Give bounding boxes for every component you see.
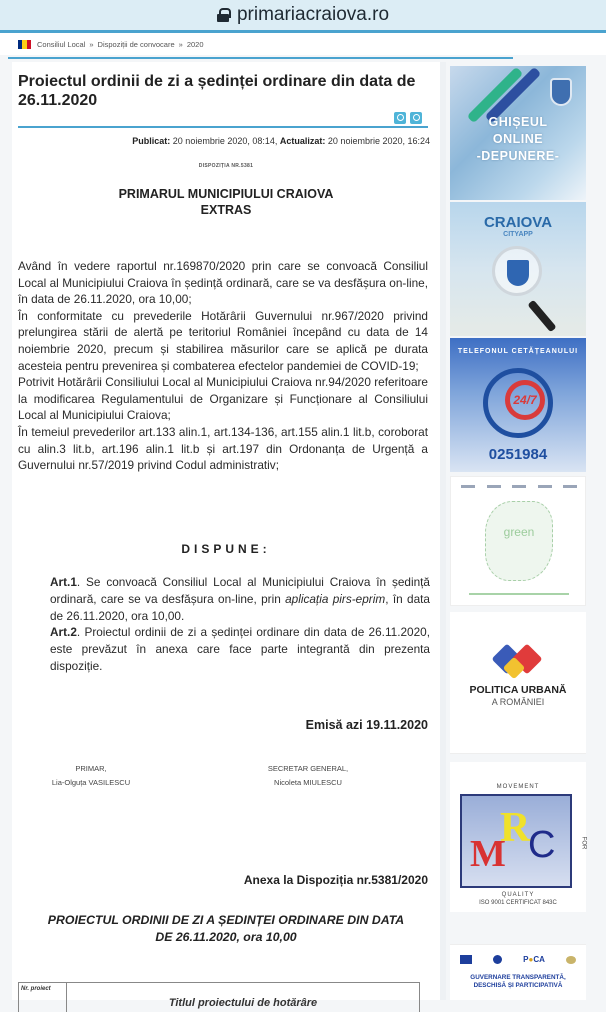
banner-line: ONLINE bbox=[492, 132, 544, 146]
published-label: Publicat: bbox=[132, 136, 171, 146]
iso-certificate: ISO 9001 CERTIFICAT 843C bbox=[479, 900, 557, 906]
funding-logos bbox=[460, 955, 576, 964]
breadcrumb-year[interactable]: 2020 bbox=[186, 39, 204, 49]
banner-guvernare-transparenta[interactable] bbox=[450, 944, 586, 1000]
magnifier-handle bbox=[527, 300, 556, 333]
document-heading bbox=[12, 186, 440, 218]
banner-subtitle: A ROMÂNIEI bbox=[491, 697, 545, 707]
preamble bbox=[18, 258, 428, 474]
logo-letter-c: C bbox=[528, 824, 556, 866]
government-emblem-icon bbox=[493, 955, 502, 964]
banner-line: DESCHISĂ ȘI PARTICIPATIVĂ bbox=[473, 982, 563, 989]
article-content bbox=[12, 62, 440, 1009]
dispune-heading: DISPUNE: bbox=[181, 542, 271, 556]
content-edge bbox=[440, 62, 446, 1000]
breadcrumb-dispozitii[interactable]: Dispoziții de convocare bbox=[97, 39, 175, 49]
table-header-title: Titlul proiectului de hotărâre bbox=[168, 997, 318, 1009]
heading-line-2: EXTRAS bbox=[200, 203, 252, 217]
craiova-crest-icon bbox=[550, 78, 572, 106]
partner-logos bbox=[461, 485, 577, 489]
breadcrumb-consiliul-local[interactable]: Consiliul Local bbox=[37, 39, 86, 49]
agenda-title-line-1: PROIECTUL ORDINII DE ZI A ȘEDINȚEI ORDINARE DIN DATA bbox=[47, 913, 405, 927]
banner-arc-text: TELEFONUL CETĂȚEANULUI bbox=[457, 348, 579, 355]
table-header-nr: Nr. proiect bbox=[19, 983, 67, 1012]
partner-emblem-icon bbox=[566, 956, 576, 964]
banner-ghiseul-online[interactable] bbox=[450, 66, 586, 200]
dispozitia-number: DISPOZIȚIA NR.5381 bbox=[198, 163, 254, 169]
romania-flag-icon bbox=[18, 40, 31, 49]
signature-mayor bbox=[36, 762, 146, 790]
secretary-name: Nicoleta MIULESCU bbox=[274, 778, 342, 787]
logo-letter-m: M bbox=[470, 833, 506, 875]
breadcrumb bbox=[0, 33, 606, 55]
banner-subtitle: CITYAPP bbox=[503, 231, 533, 238]
banner-text bbox=[450, 114, 586, 165]
title-divider bbox=[18, 126, 428, 128]
breadcrumb-divider bbox=[8, 57, 513, 59]
agenda-title-line-2: DE 26.11.2020, ora 10,00 bbox=[155, 930, 297, 944]
updated-date: 20 noiembrie 2020, 16:24 bbox=[327, 136, 430, 146]
banner-telefonul-cetateanului[interactable] bbox=[450, 338, 586, 472]
poca-logo: P●CA bbox=[523, 955, 545, 964]
paragraph: Având în vedere raportul nr.169870/2020 prin care se convoacă Consiliul Local al Municipiului Craiova în ședință ordinară, care se va desfășura on-line, în data de 26.11.2020, ora 10,00; bbox=[18, 259, 428, 307]
published-date: 20 noiembrie 2020, 08:14, bbox=[172, 136, 278, 146]
banner-top-text: MOVEMENT bbox=[496, 784, 540, 790]
banner-text bbox=[450, 974, 586, 990]
county-map-icon bbox=[485, 501, 553, 581]
article-1-label: Art.1 bbox=[50, 575, 77, 589]
breadcrumb-separator: » bbox=[178, 39, 183, 49]
quality-label: QUALITY bbox=[501, 892, 535, 898]
mayor-name: Lia-Olguța VASILESCU bbox=[51, 778, 131, 787]
banner-line: -DEPUNERE- bbox=[476, 149, 560, 163]
banner-caption bbox=[469, 593, 569, 595]
banner-green-map[interactable] bbox=[450, 476, 586, 606]
mayor-role: PRIMAR, bbox=[75, 764, 107, 773]
banner-craiova-city-app[interactable] bbox=[450, 202, 586, 336]
address-bar[interactable] bbox=[0, 0, 606, 30]
heading-line-1: PRIMARUL MUNICIPIULUI CRAIOVA bbox=[118, 187, 334, 201]
paragraph: Potrivit Hotărârii Consiliului Local al Municipiului Craiova nr.94/2020 referitoare la modificarea Regulamentului de Organizare și Funcționare al Consiliului Local al Municipiului Craiova; bbox=[18, 375, 428, 423]
banner-mrc-iso[interactable] bbox=[450, 762, 586, 912]
url-text: primariacraiova.ro bbox=[236, 4, 390, 25]
banner-word: green bbox=[503, 525, 535, 539]
signature-secretary bbox=[248, 762, 368, 790]
paragraph: În temeiul prevederilor art.133 alin.1, art.134-136, art.155 alin.1 lit.b, coroborat cu alin.3 lit.b, art.196 alin.1 lit.b și art.197 din Ordonanța de Urgență a Guvernului nr.57/2019 privind Codul administrativ; bbox=[18, 424, 428, 473]
publish-meta bbox=[132, 136, 430, 146]
banner-politica-urbana[interactable] bbox=[450, 612, 586, 754]
article-1-text-italic: aplicația pirs-eprim bbox=[285, 591, 386, 606]
text-zoom-controls bbox=[394, 112, 422, 124]
lock-icon bbox=[217, 8, 229, 22]
zoom-in-icon[interactable] bbox=[394, 112, 406, 124]
banner-title: POLITICA URBANĂ bbox=[469, 684, 567, 696]
badge-24-7: 24/7 bbox=[513, 393, 537, 407]
phone-number: 0251984 bbox=[488, 446, 548, 463]
banner-line: GUVERNARE TRANSPARENTĂ, bbox=[470, 974, 566, 981]
logo-letter-r: R bbox=[500, 805, 531, 851]
banner-right-text: FOR bbox=[580, 836, 587, 850]
eu-flag-icon bbox=[460, 955, 472, 964]
zoom-out-icon[interactable] bbox=[410, 112, 422, 124]
article-2-label: Art.2 bbox=[50, 625, 77, 640]
article-2 bbox=[50, 624, 430, 674]
breadcrumb-separator: » bbox=[89, 39, 94, 49]
agenda-table bbox=[18, 982, 420, 1012]
article-1-text-a: . Se convoacă Consiliul Local al Municipiului Craiova în ședință ordinară, care se va desfășura on-line, prin bbox=[50, 575, 430, 606]
banner-title: CRAIOVA bbox=[483, 214, 553, 231]
updated-label: Actualizat: bbox=[279, 136, 326, 146]
articles bbox=[50, 574, 430, 675]
article-1-text-b: , în data de 26.11.2020, ora 10,00. bbox=[50, 591, 430, 623]
annex-heading: Anexa la Dispoziția nr.5381/2020 bbox=[243, 873, 428, 887]
article-2-text: . Proiectul ordinii de zi a ședinței ordinare din data de 26.11.2020, este prevăzut în anexa care face parte integrantă din prezenta dispoziție. bbox=[50, 625, 430, 673]
craiova-crest-icon bbox=[507, 260, 529, 286]
agenda-title bbox=[12, 912, 440, 946]
banner-line: GHIȘEUL bbox=[488, 115, 548, 129]
secretary-role: SECRETAR GENERAL, bbox=[267, 764, 349, 773]
page-title: Proiectul ordinii de zi a ședinței ordinare din data de 26.11.2020 bbox=[18, 73, 416, 109]
article-1 bbox=[50, 574, 430, 624]
issued-date: Emisă azi 19.11.2020 bbox=[305, 718, 428, 732]
paragraph: În conformitate cu prevederile Hotărârii Guvernului nr.967/2020 privind prelungirea stării de alertă pe teritoriul României începând cu data de 14 noiembrie 2020, precum și stabilirea măsurilor care se aplică pe durata acesteia pentru prevenirea și combaterea efectelor pandemiei de COVID-19; bbox=[18, 308, 428, 373]
